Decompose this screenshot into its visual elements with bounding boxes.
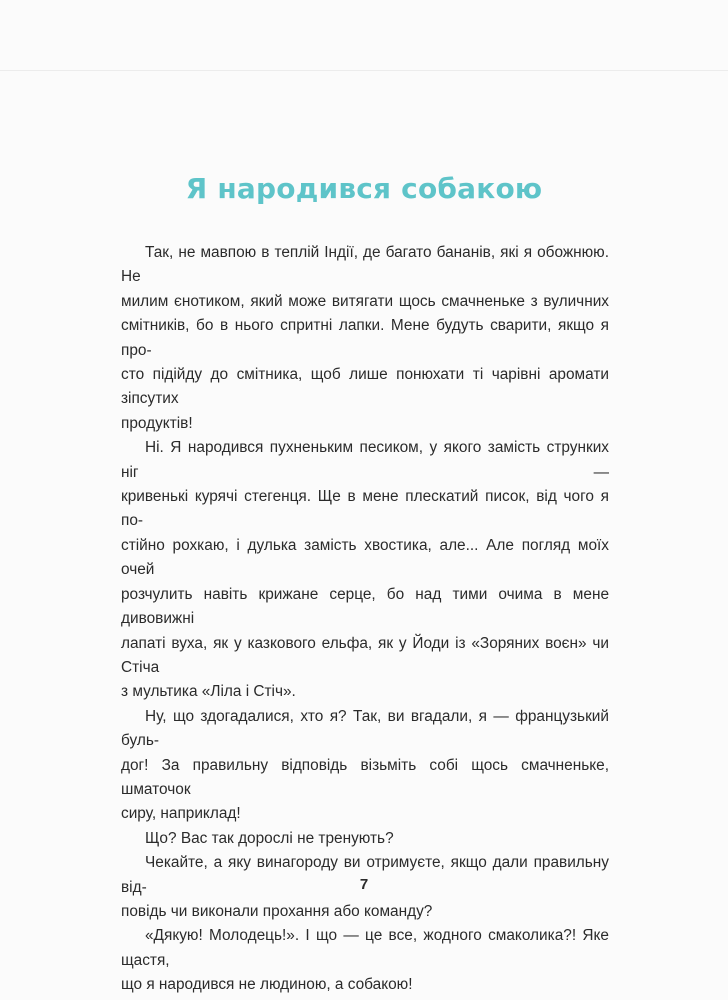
paragraph — [121, 827, 609, 851]
text-line: розчулить навіть крижане серце, бо над тими очима в мене дивовижні — [121, 585, 609, 628]
text-line: Так, не мавпою в теплій Індії, де багато бананів, які я обожнюю. Не — [121, 244, 609, 286]
text-line: милим єнотиком, який може витягати щось смачненьке з вуличних — [121, 292, 609, 310]
page-number: 7 — [359, 876, 369, 893]
paragraph — [121, 924, 609, 997]
text-line: Ні. Я народився пухненьким песиком, у якого замість струнких ніг — — [121, 439, 609, 481]
paragraph — [121, 436, 609, 704]
text-line: з мультика «Ліла і Стіч». — [121, 683, 296, 701]
text-line: «Дякую! Молодець!». І що — це все, жодного смаколика?! Яке щастя, — [121, 927, 609, 969]
text-line: повідь чи виконали прохання або команду? — [121, 902, 433, 920]
text-line: лапаті вуха, як у казкового ельфа, як у Йоди із «Зоряних воєн» чи Стіча — [121, 634, 609, 676]
text-line: смітників, бо в нього спритні лапки. Мене будуть сварити, якщо я про- — [121, 317, 609, 359]
text-line: Що? Вас так дорослі не тренують? — [145, 829, 394, 847]
text-line: Ну, що здогадалися, хто я? Так, ви вгадали, я — французький буль- — [121, 707, 609, 750]
text-line: сиру, наприклад! — [121, 805, 241, 823]
text-line: дог! За правильну відповідь візьміть собі щось смачненьке, шматочок — [121, 756, 609, 798]
text-line: продуктів! — [121, 414, 193, 432]
text-line: що я народився не людиною, а собакою! — [121, 976, 413, 994]
text-line: стійно рохкаю, і дулька замість хвостика, але... Але погляд моїх очей — [121, 536, 609, 579]
paragraph — [121, 705, 609, 827]
text-line: Чекайте, а яку винагороду ви отримуєте, якщо дали правильну від- — [121, 854, 609, 896]
top-divider — [0, 70, 728, 71]
chapter-title: Я народився собакою — [185, 172, 543, 205]
text-line: кривенькі курячі стегенця. Ще в мене плескатий писок, від чого я по- — [121, 488, 609, 530]
paragraph — [121, 241, 609, 436]
text-line: сто підійду до смітника, щоб лише понюхати ті чарівні аромати зіпсутих — [121, 366, 609, 408]
